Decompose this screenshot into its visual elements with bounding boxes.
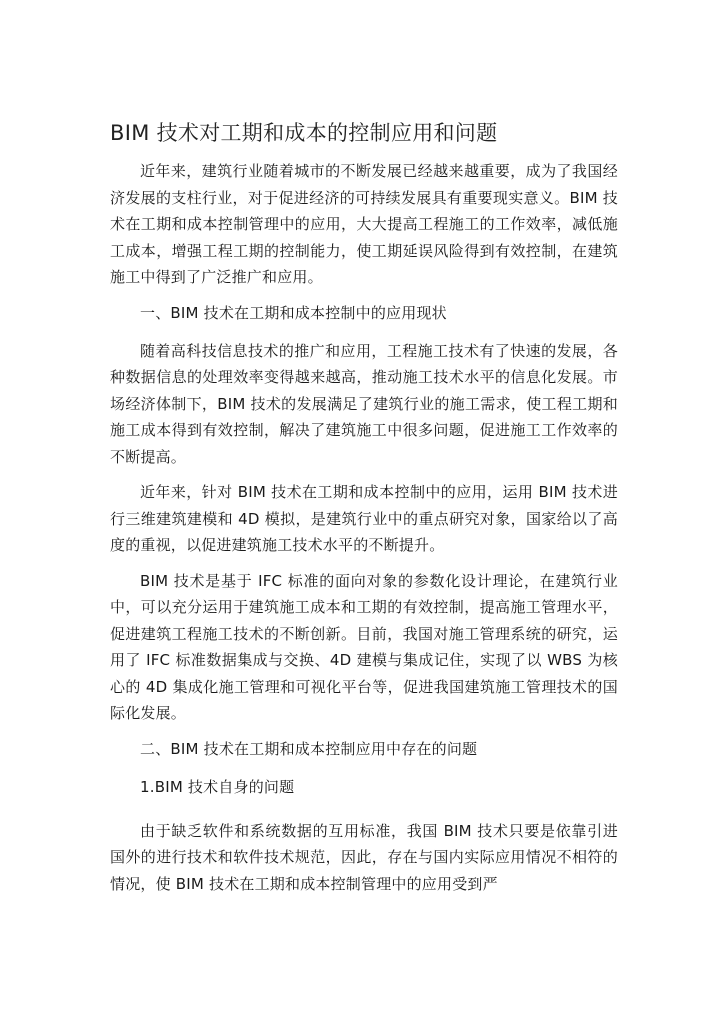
document-page [110, 118, 618, 906]
paragraph-problems: 由于缺乏软件和系统数据的互用标准，我国 BIM 技术只要是依靠引进国外的进行技术和软件技术规范，因此，存在与国内实际应用情况不相符的情况，使 BIM 技术在工期和成本控制管理中的应用受到严 [110, 821, 618, 893]
document-title: BIM 技术对工期和成本的控制应用和问题 [110, 121, 498, 145]
section-heading-1: 一、BIM 技术在工期和成本控制中的应用现状 [140, 303, 447, 322]
paragraph-ifc: BIM 技术是基于 IFC 标准的面向对象的参数化设计理论，在建筑行业中，可以充分运用于建筑施工成本和工期的有效控制，提高施工管理水平，促进建筑工程施工技术的不断创新。目前，我国对施工管理系统的研究，运用了 IFC 标准数据集成与交换、4D 建模与集成记住，实现了以 WBS 为核心的 4D 集成化施工管理和可视化平台等，促进我国建筑施工管理技术的国际化发展。 [110, 571, 618, 722]
paragraph-intro: 近年来，建筑行业随着城市的不断发展已经越来越重要，成为了我国经济发展的支柱行业，对于促进经济的可持续发展具有重要现实意义。BIM 技术在工期和成本控制管理中的应用，大大提高工程施工的工作效率，减低施工成本，增强工程工期的控制能力，使工期延误风险得到有效控制，在建筑施工中得到了广泛推广和应用。 [110, 162, 618, 286]
paragraph-recent: 近年来，针对 BIM 技术在工期和成本控制中的应用，运用 BIM 技术进行三维建筑建模和 4D 模拟，是建筑行业中的重点研究对象，国家给以了高度的重视，以促进建筑施工技术水平的不断提升。 [110, 483, 618, 554]
section-heading-2: 二、BIM 技术在工期和成本控制应用中存在的问题 [140, 739, 478, 758]
paragraph-status: 随着高科技信息技术的推广和应用，工程施工技术有了快速的发展，各种数据信息的处理效率变得越来越高，推动施工技术水平的信息化发展。市场经济体制下，BIM 技术的发展满足了建筑行业的施工需求，使工程工期和施工成本得到有效控制，解决了建筑施工中很多问题，促进施工工作效率的不断提高。 [110, 341, 618, 466]
subsection-heading-2-1: 1.BIM 技术自身的问题 [140, 777, 295, 796]
